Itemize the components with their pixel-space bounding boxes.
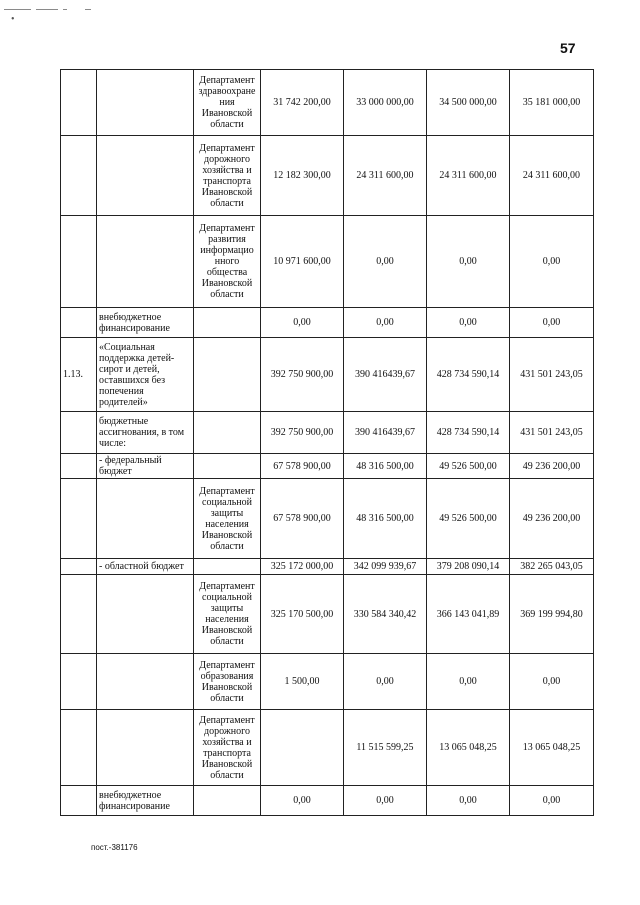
amount-cell: 0,00 <box>510 308 594 338</box>
amount-cell: 0,00 <box>427 786 510 816</box>
amount-cell: 67 578 900,00 <box>261 454 344 479</box>
executor-cell: Департамент социальной защиты населения Ивановской области <box>194 479 261 559</box>
row-number-cell <box>61 412 97 454</box>
row-number-cell <box>61 786 97 816</box>
amount-cell: 0,00 <box>344 786 427 816</box>
row-number-cell <box>61 70 97 136</box>
amount-cell: 0,00 <box>427 216 510 308</box>
amount-cell: 13 065 048,25 <box>427 710 510 786</box>
item-name-cell: бюджетные ассигнования, в том числе: <box>97 412 194 454</box>
item-name-cell: - федеральный бюджет <box>97 454 194 479</box>
amount-cell: 34 500 000,00 <box>427 70 510 136</box>
amount-cell: 12 182 300,00 <box>261 136 344 216</box>
row-number-cell <box>61 216 97 308</box>
amount-cell: 24 311 600,00 <box>427 136 510 216</box>
item-name-cell: - областной бюджет <box>97 559 194 575</box>
item-name-cell <box>97 479 194 559</box>
executor-cell: Департамент дорожного хозяйства и транспорта Ивановской области <box>194 136 261 216</box>
amount-cell: 366 143 041,89 <box>427 575 510 654</box>
amount-cell: 24 311 600,00 <box>344 136 427 216</box>
executor-cell: Департамент образования Ивановской области <box>194 654 261 710</box>
amount-cell: 0,00 <box>510 786 594 816</box>
table-row <box>61 479 594 559</box>
executor-cell: Департамент социальной защиты населения Ивановской области <box>194 575 261 654</box>
table-row <box>61 308 594 338</box>
amount-cell: 369 199 994,80 <box>510 575 594 654</box>
executor-cell: Департамент развития информацио нного общества Ивановской области <box>194 216 261 308</box>
row-number-cell <box>61 559 97 575</box>
amount-cell: 0,00 <box>261 308 344 338</box>
amount-cell: 325 170 500,00 <box>261 575 344 654</box>
document-footer: пост.-381176 <box>91 843 138 852</box>
amount-cell: 24 311 600,00 <box>510 136 594 216</box>
item-name-cell <box>97 136 194 216</box>
amount-cell: 49 236 200,00 <box>510 479 594 559</box>
amount-cell: 382 265 043,05 <box>510 559 594 575</box>
amount-cell: 0,00 <box>510 654 594 710</box>
amount-cell: 431 501 243,05 <box>510 412 594 454</box>
amount-cell: 428 734 590,14 <box>427 338 510 412</box>
row-number-cell <box>61 710 97 786</box>
amount-cell: 67 578 900,00 <box>261 479 344 559</box>
table-row <box>61 786 594 816</box>
item-name-cell <box>97 710 194 786</box>
amount-cell <box>261 710 344 786</box>
row-number-cell <box>61 479 97 559</box>
table-row <box>61 70 594 136</box>
amount-cell: 0,00 <box>344 216 427 308</box>
scan-artifact-line <box>36 9 58 10</box>
table-row <box>61 338 594 412</box>
amount-cell: 49 526 500,00 <box>427 479 510 559</box>
amount-cell: 342 099 939,67 <box>344 559 427 575</box>
amount-cell: 392 750 900,00 <box>261 338 344 412</box>
executor-cell <box>194 454 261 479</box>
table-row <box>61 575 594 654</box>
amount-cell: 392 750 900,00 <box>261 412 344 454</box>
executor-cell <box>194 786 261 816</box>
scan-artifact-line <box>4 9 31 10</box>
amount-cell: 0,00 <box>344 654 427 710</box>
amount-cell: 0,00 <box>427 308 510 338</box>
funding-table <box>60 69 594 816</box>
scan-artifact-line <box>85 9 91 10</box>
executor-cell: Департамент дорожного хозяйства и транспорта Ивановской области <box>194 710 261 786</box>
table-row <box>61 654 594 710</box>
amount-cell: 48 316 500,00 <box>344 479 427 559</box>
row-number-cell <box>61 308 97 338</box>
item-name-cell <box>97 70 194 136</box>
amount-cell: 1 500,00 <box>261 654 344 710</box>
row-number-cell <box>61 575 97 654</box>
executor-cell <box>194 338 261 412</box>
table-row <box>61 559 594 575</box>
row-number-cell <box>61 654 97 710</box>
item-name-cell <box>97 575 194 654</box>
executor-cell <box>194 559 261 575</box>
table-row <box>61 136 594 216</box>
amount-cell: 0,00 <box>261 786 344 816</box>
scan-artifact-line <box>63 9 67 10</box>
scan-artifact-dot: • <box>11 14 15 25</box>
page-number: 57 <box>560 40 576 56</box>
amount-cell: 428 734 590,14 <box>427 412 510 454</box>
amount-cell: 390 416439,67 <box>344 412 427 454</box>
executor-cell <box>194 308 261 338</box>
amount-cell: 11 515 599,25 <box>344 710 427 786</box>
amount-cell: 0,00 <box>427 654 510 710</box>
row-number-cell: 1.13. <box>61 338 97 412</box>
amount-cell: 48 316 500,00 <box>344 454 427 479</box>
amount-cell: 33 000 000,00 <box>344 70 427 136</box>
item-name-cell: «Социальная поддержка детей-сирот и детей, оставшихся без попечения родителей» <box>97 338 194 412</box>
executor-cell <box>194 412 261 454</box>
amount-cell: 10 971 600,00 <box>261 216 344 308</box>
amount-cell: 431 501 243,05 <box>510 338 594 412</box>
amount-cell: 31 742 200,00 <box>261 70 344 136</box>
executor-cell: Департамент здравоохране ния Ивановской области <box>194 70 261 136</box>
item-name-cell <box>97 216 194 308</box>
amount-cell: 49 526 500,00 <box>427 454 510 479</box>
amount-cell: 13 065 048,25 <box>510 710 594 786</box>
row-number-cell <box>61 136 97 216</box>
table-row <box>61 216 594 308</box>
row-number-cell <box>61 454 97 479</box>
amount-cell: 379 208 090,14 <box>427 559 510 575</box>
amount-cell: 49 236 200,00 <box>510 454 594 479</box>
amount-cell: 0,00 <box>510 216 594 308</box>
amount-cell: 330 584 340,42 <box>344 575 427 654</box>
item-name-cell: внебюджетное финансирование <box>97 308 194 338</box>
table-row <box>61 454 594 479</box>
item-name-cell <box>97 654 194 710</box>
amount-cell: 390 416439,67 <box>344 338 427 412</box>
table-row <box>61 710 594 786</box>
amount-cell: 325 172 000,00 <box>261 559 344 575</box>
table-row <box>61 412 594 454</box>
item-name-cell: внебюджетное финансирование <box>97 786 194 816</box>
amount-cell: 0,00 <box>344 308 427 338</box>
amount-cell: 35 181 000,00 <box>510 70 594 136</box>
